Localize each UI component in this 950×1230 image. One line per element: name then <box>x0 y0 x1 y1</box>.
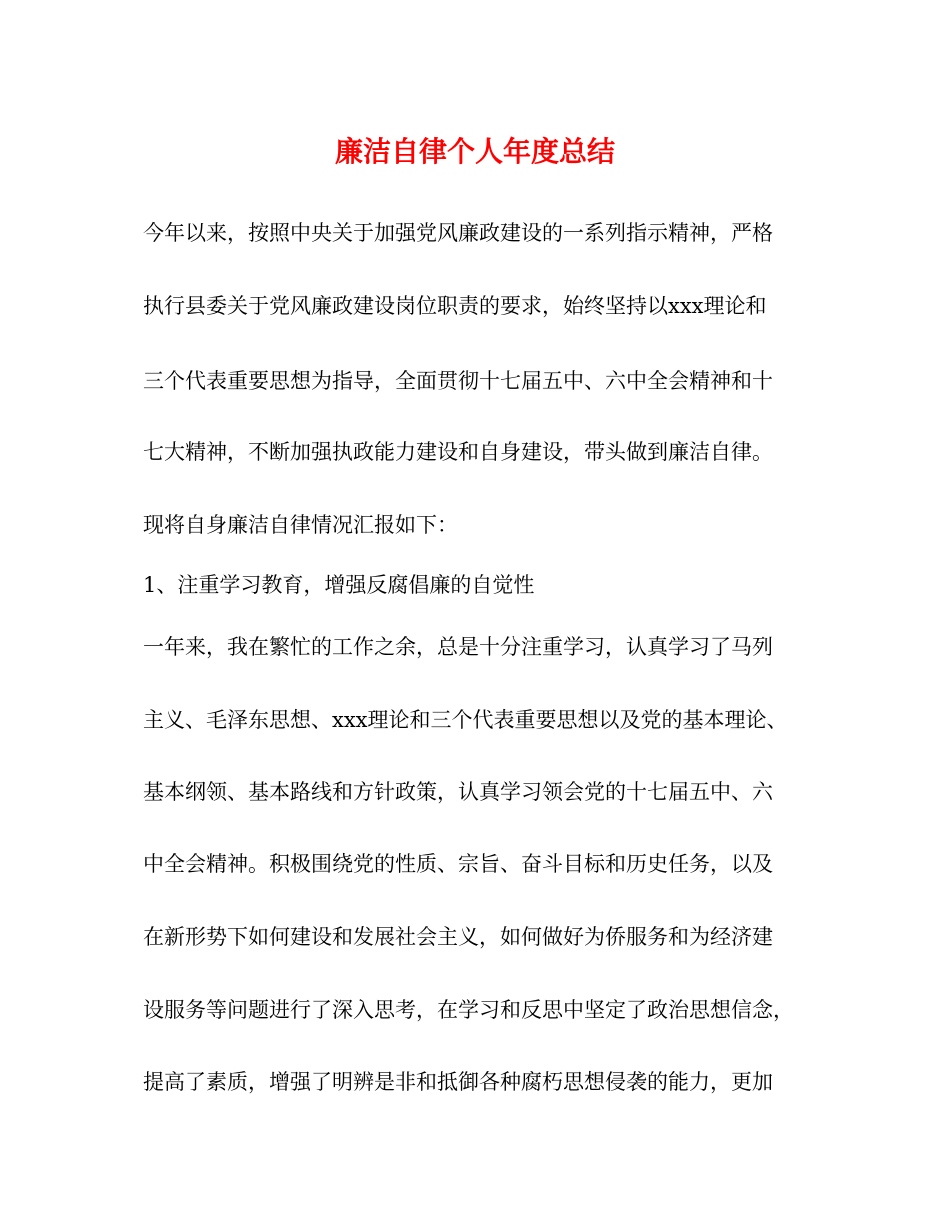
body-line: 现将自身廉洁自律情况汇报如下： <box>143 513 458 537</box>
body-line: 今年以来，按照中央关于加强党风廉政建设的一系列指示精神，严格 <box>143 221 773 245</box>
body-line: 一年来，我在繁忙的工作之余，总是十分注重学习，认真学习了马列 <box>143 635 773 659</box>
body-line: 在新形势下如何建设和发展社会主义，如何做好为侨服务和为经济建 <box>143 925 773 949</box>
document-title: 廉洁自律个人年度总结 <box>334 135 615 168</box>
body-line: 主义、毛泽东思想、xxx理论和三个代表重要思想以及党的基本理论、 <box>143 708 788 732</box>
body-line: 基本纲领、基本路线和方针政策，认真学习领会党的十七届五中、六 <box>143 780 773 804</box>
body-line: 七大精神，不断加强执政能力建设和自身建设，带头做到廉洁自律。 <box>143 440 773 464</box>
body-line: 执行县委关于党风廉政建设岗位职责的要求，始终坚持以xxx理论和 <box>143 294 767 318</box>
body-line: 三个代表重要思想为指导，全面贯彻十七届五中、六中全会精神和十 <box>143 369 773 393</box>
body-line: 提高了素质，增强了明辨是非和抵御各种腐朽思想侵袭的能力，更加 <box>143 1070 773 1094</box>
body-line: 中全会精神。积极围绕党的性质、宗旨、奋斗目标和历史任务，以及 <box>143 852 773 876</box>
body-line: 设服务等问题进行了深入思考，在学习和反思中坚定了政治思想信念， <box>143 998 794 1022</box>
section-heading: 1、注重学习教育，增强反腐倡廉的自觉性 <box>143 573 535 597</box>
